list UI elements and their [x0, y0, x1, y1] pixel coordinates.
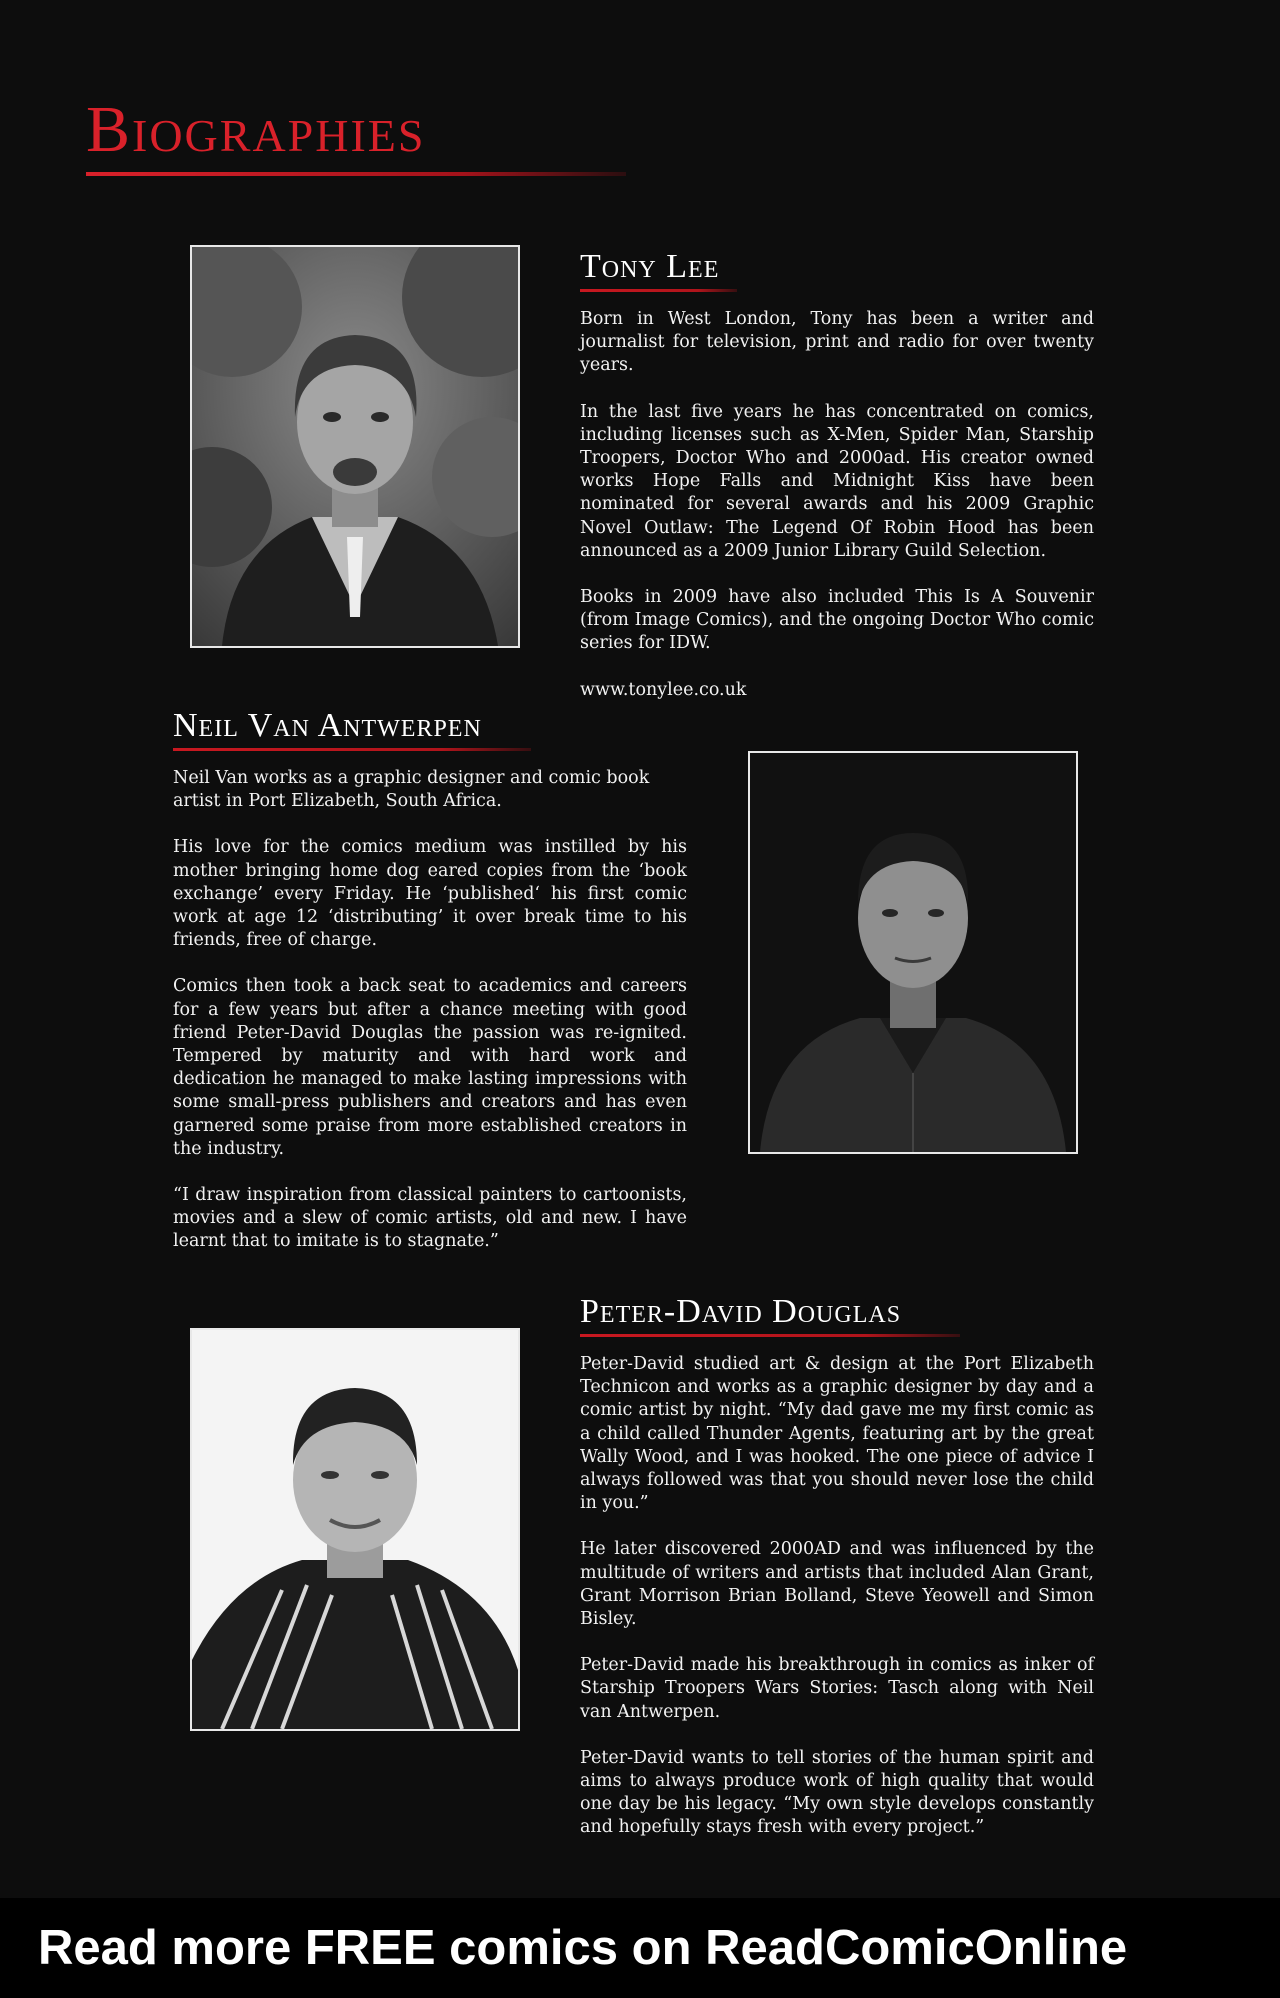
- footer-link-text[interactable]: Read more FREE comics on ReadComicOnline: [38, 1921, 1128, 1975]
- tony-lee-bio-paragraph: In the last five years he has concentrated on comics, including licenses such as X-Men, Spider Man, Starship Troopers, Doctor Who and 2000ad. His creator owned works Hope Falls and Midnight Kiss have been nominated for several awards and his 2009 Graphic Novel Outlaw: The Legend Of Robin Hood has been announced as a 2009 Junior Library Guild Selection.: [580, 401, 1094, 561]
- tony-lee-bio-paragraph: Born in West London, Tony has been a writer and journalist for television, print and radio for over twenty years.: [580, 309, 1094, 376]
- peter-david-douglas-name-underline: [580, 1334, 960, 1337]
- peter-david-douglas-bio-paragraph: Peter-David studied art & design at the Port Elizabeth Technicon and works as a graphic designer by day and a comic artist by night. “My dad gave me my first comic as a child called Thunder Agents, featuring art by the great Wally Wood, and I was hooked. The one piece of advice I always followed was that you should never lose the child in you.”: [580, 1354, 1094, 1514]
- neil-van-antwerpen-name: Neil Van Antwerpen: [173, 707, 482, 744]
- neil-van-antwerpen-bio: [173, 767, 687, 1277]
- tony-lee-portrait-image: [192, 247, 518, 646]
- tony-lee-bio-paragraph: Books in 2009 have also included This Is A Souvenir (from Image Comics), and the ongoing Doctor Who comic series for IDW.: [580, 587, 1094, 654]
- peter-david-douglas-bio: [580, 1353, 1094, 1863]
- title-underline: [86, 172, 626, 176]
- neil-van-antwerpen-photo: [748, 751, 1078, 1154]
- tony-lee-name-underline: [580, 289, 737, 292]
- peter-david-douglas-name: Peter-David Douglas: [580, 1293, 902, 1330]
- neil-van-antwerpen-name-underline: [173, 748, 531, 751]
- tony-lee-website-link[interactable]: www.tonylee.co.uk: [580, 679, 747, 700]
- page-title: Biographies: [86, 93, 426, 166]
- neil-van-antwerpen-quote: “I draw inspiration from classical painters to cartoonists, movies and a slew of comic artists, old and new. I have learnt that to imitate is to stagnate.”: [173, 1185, 687, 1252]
- neil-van-antwerpen-bio-paragraph: Neil Van works as a graphic designer and comic book artist in Port Elizabeth, South Africa.: [173, 768, 650, 812]
- tony-lee-photo: [190, 245, 520, 648]
- tony-lee-bio: [580, 308, 1094, 725]
- tony-lee-name: Tony Lee: [580, 248, 720, 285]
- peter-david-douglas-bio-paragraph: Peter-David wants to tell stories of the human spirit and aims to always produce work of high quality that would one day be his legacy. “My own style develops constantly and hopefully stays fresh with every project.”: [580, 1747, 1094, 1838]
- peter-david-douglas-portrait-image: [192, 1330, 518, 1729]
- neil-van-antwerpen-bio-paragraph: His love for the comics medium was instilled by his mother bringing home dog eared copies from the ‘book exchange’ every Friday. He ‘published‘ his first comic work at age 12 ‘distributing’ it over break time to his friends, free of charge.: [173, 837, 687, 951]
- peter-david-douglas-photo: [190, 1328, 520, 1731]
- peter-david-douglas-bio-paragraph: He later discovered 2000AD and was influenced by the multitude of writers and artists that included Alan Grant, Grant Morrison Brian Bolland, Steve Yeowell and Simon Bisley.: [580, 1539, 1094, 1630]
- neil-van-antwerpen-bio-paragraph: Comics then took a back seat to academics and careers for a few years but after a chance meeting with good friend Peter-David Douglas the passion was re-ignited. Tempered by maturity and with hard work and dedication he managed to make lasting impressions with some small-press publishers and creators and has even garnered some praise from more established creators in the industry.: [173, 976, 687, 1159]
- peter-david-douglas-bio-paragraph: Peter-David made his breakthrough in comics as inker of Starship Troopers Wars Stories: Tasch along with Neil van Antwerpen.: [580, 1655, 1094, 1722]
- footer-banner[interactable]: [0, 1898, 1280, 1998]
- neil-van-antwerpen-portrait-image: [750, 753, 1076, 1152]
